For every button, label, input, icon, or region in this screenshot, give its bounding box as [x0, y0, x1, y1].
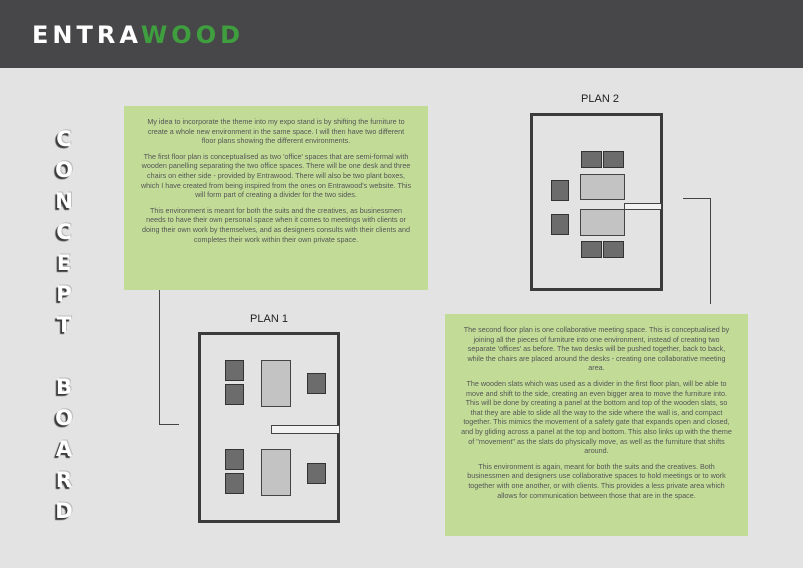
plan1-paragraph: The first floor plan is conceptualised as two 'office' spaces that are semi-formal with wooden panelling separating the two office spaces. There will be one desk and three chairs on either side - provided by Entrawood. There will also be two plant boxes, which I have created from being inspired from the ones on Entrawood's website. This will form part of creating a divider for the two sides. — [140, 151, 412, 200]
plan1-label: PLAN 1 — [250, 313, 288, 325]
connector-line — [159, 424, 179, 425]
chair — [581, 241, 602, 258]
vertical-title-concept — [44, 124, 84, 341]
chair — [225, 473, 244, 494]
header-bar — [0, 0, 803, 68]
chair — [581, 151, 602, 168]
title-letter: B — [55, 375, 72, 399]
wooden-slat-divider — [271, 425, 340, 434]
title-letter: R — [55, 468, 73, 492]
entrawood-logo[interactable] — [32, 20, 244, 50]
title-letter: O — [55, 158, 73, 182]
plan2-paragraph: The second floor plan is one collaborative meeting space. This is conceptualised by joining all the pieces of furniture into one environment, instead of creating two separate 'offices' as before. The two desks will be pushed together, back to back, while the chairs are placed around the desks - creating one collaborative meeting area. — [463, 325, 730, 373]
title-letter: C — [56, 127, 72, 151]
chair — [225, 360, 244, 381]
connector-line — [710, 198, 711, 304]
title-letter: D — [55, 499, 73, 523]
plan2-description — [445, 314, 748, 536]
vertical-title-board — [44, 372, 84, 527]
logo-text-entra: ENTRA — [32, 21, 141, 49]
chair — [551, 214, 569, 235]
chair — [307, 463, 326, 484]
title-letter: E — [56, 251, 72, 275]
plan1-paragraph: My idea to incorporate the theme into my expo stand is by shifting the furniture to create a whole new environment in the same space. I will then have two different floor plans showing the different environments. — [147, 117, 405, 146]
wooden-slat-divider — [624, 203, 662, 210]
plan2-floor-plan — [530, 113, 663, 291]
desk — [580, 209, 625, 236]
plan1-description — [124, 106, 428, 290]
chair — [225, 384, 244, 405]
plan2-paragraph: This environment is again, meant for both the suits and the creatives. Both businessmen and designers use collaborative spaces to hold meetings or to work together with one another, or with clients. This provides a less private area which allows for communication between those that are in the space. — [467, 461, 726, 500]
desk — [261, 449, 291, 496]
plan1-paragraph: This environment is meant for both the suits and the creatives, as businessmen needs to have their own personal space when it comes to meetings with clients or doing their own work by themselves, and as designers consults with their clients and completes their work within their own private space. — [141, 205, 411, 244]
chair — [225, 449, 244, 470]
connector-line — [159, 290, 160, 424]
desk — [261, 360, 291, 407]
title-letter: P — [56, 282, 72, 306]
chair — [603, 151, 624, 168]
connector-line — [683, 198, 711, 199]
plan2-label: PLAN 2 — [581, 93, 619, 105]
chair — [307, 373, 326, 394]
plan1-floor-plan — [198, 332, 340, 523]
chair — [603, 241, 624, 258]
title-letter: O — [55, 406, 73, 430]
chair — [551, 180, 569, 201]
desk — [580, 174, 625, 200]
title-letter: C — [56, 220, 72, 244]
logo-text-wood: WOOD — [140, 21, 245, 49]
title-letter: A — [55, 437, 73, 461]
title-letter: T — [56, 313, 72, 337]
title-letter: N — [55, 189, 73, 213]
plan2-paragraph: The wooden slats which was used as a divider in the first floor plan, will be able to move and shift to the side, creating an even bigger area to move the furniture into. This will be done by creating a panel at the bottom and top of the wooden slats, so that they are able to slide all the way to the side where the wall is, and compact together. This mimics the movement of a safety gate that expands open and closed, and by gliding across a panel at the top and bottom. This also links up with the theme of "movement" as the slats do physically move, as well as the furniture that shifts around. — [461, 378, 732, 456]
